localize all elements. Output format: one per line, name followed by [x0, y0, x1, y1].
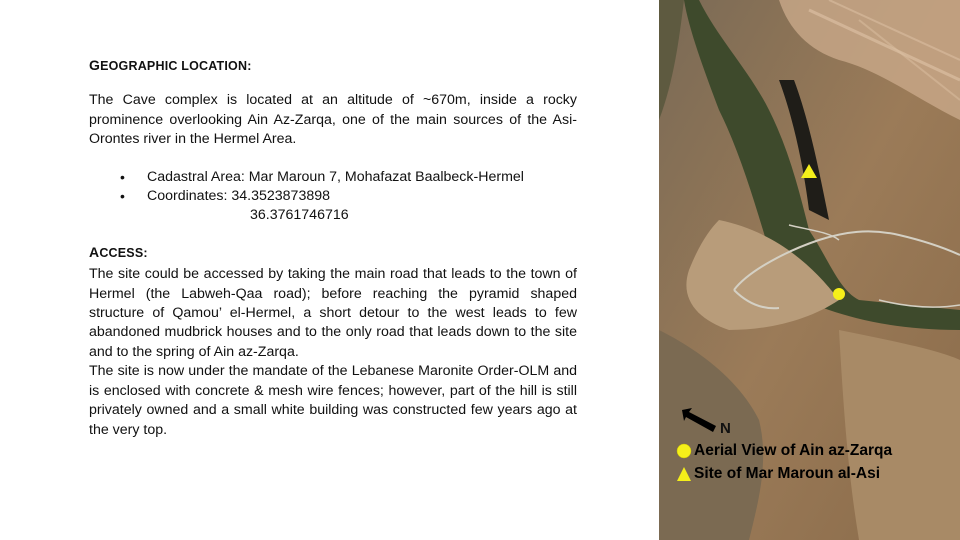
- location-bullets: [89, 168, 577, 226]
- map-legend: [676, 439, 892, 485]
- legend-item-site: [676, 462, 892, 485]
- geographic-location-heading: GEOGRAPHIC LOCATION:: [89, 57, 252, 73]
- coordinate-second: 36.3761746716: [250, 207, 349, 224]
- text-column: [89, 56, 577, 440]
- legend-item-aerial-view: [676, 439, 892, 462]
- map-circle-marker: [833, 288, 845, 300]
- yellow-circle-marker-icon: [676, 443, 692, 459]
- location-paragraph: The Cave complex is located at an altitude of ~670m, inside a rocky prominence overlooking Ain Az-Zarqa, one of the main sources of the Asi-Orontes river in the Hermel Area.: [89, 92, 577, 148]
- bullet-coordinates: • Coordinates: 34.3523873898 36.3761746716: [120, 187, 577, 226]
- mandate-paragraph: The site is now under the mandate of the Lebanese Maronite Order-OLM and is enclosed with concrete & mesh wire fences; however, part of the hill is still privately owned and a small white building was constructed few years ago at the very top.: [89, 363, 577, 438]
- yellow-triangle-marker-icon: [676, 466, 692, 482]
- access-heading: ACCESS:: [89, 243, 148, 260]
- north-label: N: [720, 420, 731, 437]
- legend-label-aerial-view: Aerial View of Ain az-Zarqa: [694, 442, 893, 459]
- bullet-cadastral-area: • Cadastral Area: Mar Maroun 7, Mohafazat Baalbeck-Hermel: [120, 168, 577, 187]
- access-paragraph: The site could be accessed by taking the main road that leads to the town of Hermel (the Labweh-Qaa road); before reaching the pyramid shaped structure of Qamou’ el-Hermel, a short detour to the west leads to few abandoned mudbrick houses and to the only road that leads down to the site and to the spring of Ain az-Zarqa.: [89, 266, 577, 360]
- legend-label-site: Site of Mar Maroun al-Asi: [694, 465, 881, 482]
